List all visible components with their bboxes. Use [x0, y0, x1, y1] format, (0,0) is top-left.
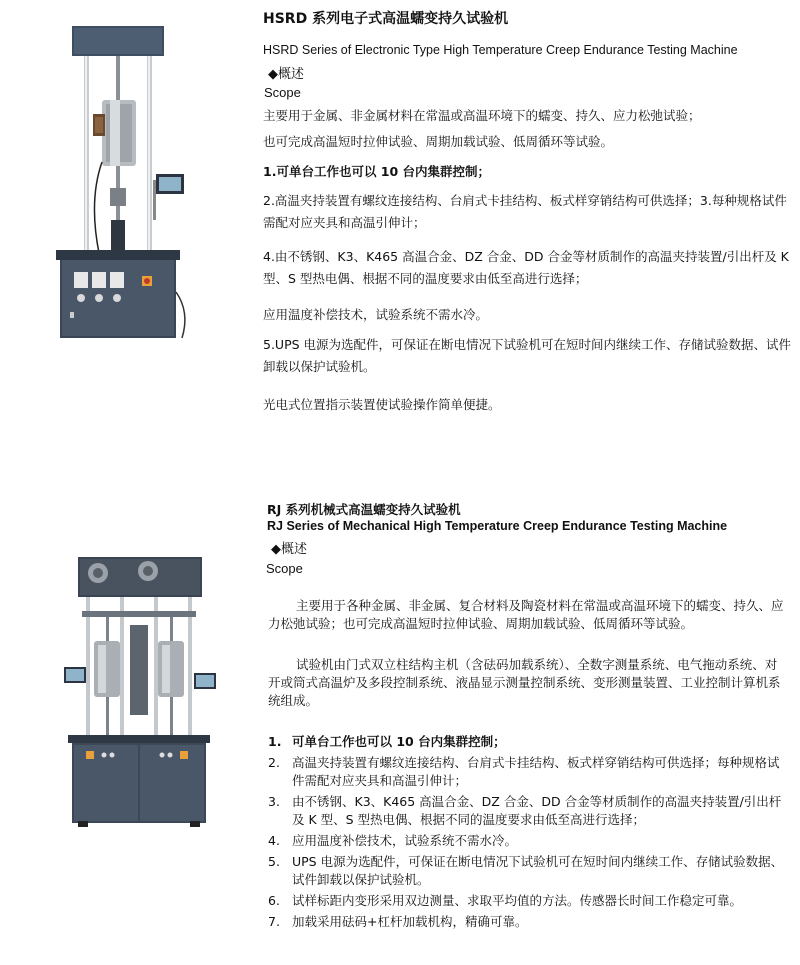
list-item-number: 3.	[268, 794, 280, 809]
hsrd-paragraph-7: 5.UPS 电源为选配件，可保证在断电情况下试验机可在短时间内继续工作、存储试验数据、试件卸载以保护试验机。	[263, 337, 792, 374]
hsrd-paragraph-5: 4.由不锈钢、K3、K465 高温合金、DZ 合金、DD 合金等材质制作的高温夹持装置/引出杆及 K 型、S 型热电偶、根据不同的温度要求由低至高进行选择；	[263, 249, 789, 286]
list-item-number: 1.	[268, 734, 282, 749]
rj-intro-1: 主要用于各种金属、非金属、复合材料及陶瓷材料在常温或高温环境下的蠕变、持久、应力松弛试验；也可完成高温短时拉伸试验、周期加载试验、低周循环等试验。	[268, 598, 784, 631]
list-item-text: 由不锈钢、K3、K465 高温合金、DZ 合金、DD 合金等材质制作的高温夹持装置/引出杆及 K 型、S 型热电偶、根据不同的温度要求由低至高进行选择；	[292, 794, 782, 827]
rj-machine-image	[58, 545, 218, 830]
hsrd-scope-cn: ◆概述	[268, 67, 304, 82]
list-item	[268, 892, 790, 910]
hsrd-title-en: HSRD Series of Electronic Type High Temperature Creep Endurance Testing Machine	[263, 43, 738, 57]
list-item	[268, 853, 790, 889]
hsrd-paragraph-6: 应用温度补偿技术，试验系统不需水冷。	[263, 307, 489, 322]
list-item-number: 4.	[268, 833, 280, 848]
list-item-text: UPS 电源为选配件，可保证在断电情况下试验机可在短时间内继续工作、存储试验数据、试件卸载以保护试验机。	[292, 854, 784, 887]
hsrd-title-cn: HSRD 系列电子式高温蠕变持久试验机	[263, 11, 509, 27]
list-item-text: 应用温度补偿技术，试验系统不需水冷。	[292, 833, 518, 848]
list-item-text: 可单台工作也可以 10 台内集群控制；	[292, 734, 506, 749]
hsrd-paragraph-2: 也可完成高温短时拉伸试验、周期加载试验、低周循环等试验。	[263, 134, 614, 149]
rj-feature-list	[268, 733, 790, 934]
list-item	[268, 832, 790, 850]
list-item-text: 高温夹持装置有螺纹连接结构、台肩式卡挂结构、板式样穿销结构可供选择；每种规格试件需配对应夹具和高温引伸计；	[292, 755, 780, 788]
list-item-number: 7.	[268, 914, 280, 929]
rj-scope-en: Scope	[266, 561, 303, 576]
rj-title-cn: RJ 系列机械式高温蠕变持久试验机	[267, 502, 461, 517]
hsrd-scope-en: Scope	[264, 85, 301, 100]
list-item-number: 5.	[268, 854, 280, 869]
list-item-text: 试样标距内变形采用双边测量、求取平均值的方法。传感器长时间工作稳定可靠。	[292, 893, 743, 908]
rj-title-en: RJ Series of Mechanical High Temperature Creep Endurance Testing Machine	[267, 519, 728, 533]
hsrd-paragraph-1: 主要用于金属、非金属材料在常温或高温环境下的蠕变、持久、应力松弛试验；	[263, 108, 701, 123]
hsrd-paragraph-4: 2.高温夹持装置有螺纹连接结构、台肩式卡挂结构、板式样穿销结构可供选择；3.每种规格试件需配对应夹具和高温引伸计；	[263, 193, 787, 230]
rj-scope-cn: ◆概述	[271, 542, 307, 557]
list-item	[268, 733, 790, 751]
list-item-text: 加载采用砝码+杠杆加载机构，精确可靠。	[292, 914, 528, 929]
rj-intro-2: 试验机由门式双立柱结构主机（含砝码加载系统）、全数字测量系统、电气拖动系统、对开或筒式高温炉及多段控制系统、液晶显示测量控制系统、变形测量装置、工业控制计算机系统组成。	[268, 657, 781, 708]
list-item-number: 6.	[268, 893, 280, 908]
list-item-number: 2.	[268, 755, 280, 770]
list-item	[268, 913, 790, 931]
hsrd-machine-image	[50, 22, 200, 344]
list-item	[268, 793, 790, 829]
hsrd-paragraph-8: 光电式位置指示装置使试验操作简单便捷。	[263, 397, 501, 412]
hsrd-paragraph-3: 1.可单台工作也可以 10 台内集群控制；	[263, 164, 491, 179]
list-item	[268, 754, 790, 790]
